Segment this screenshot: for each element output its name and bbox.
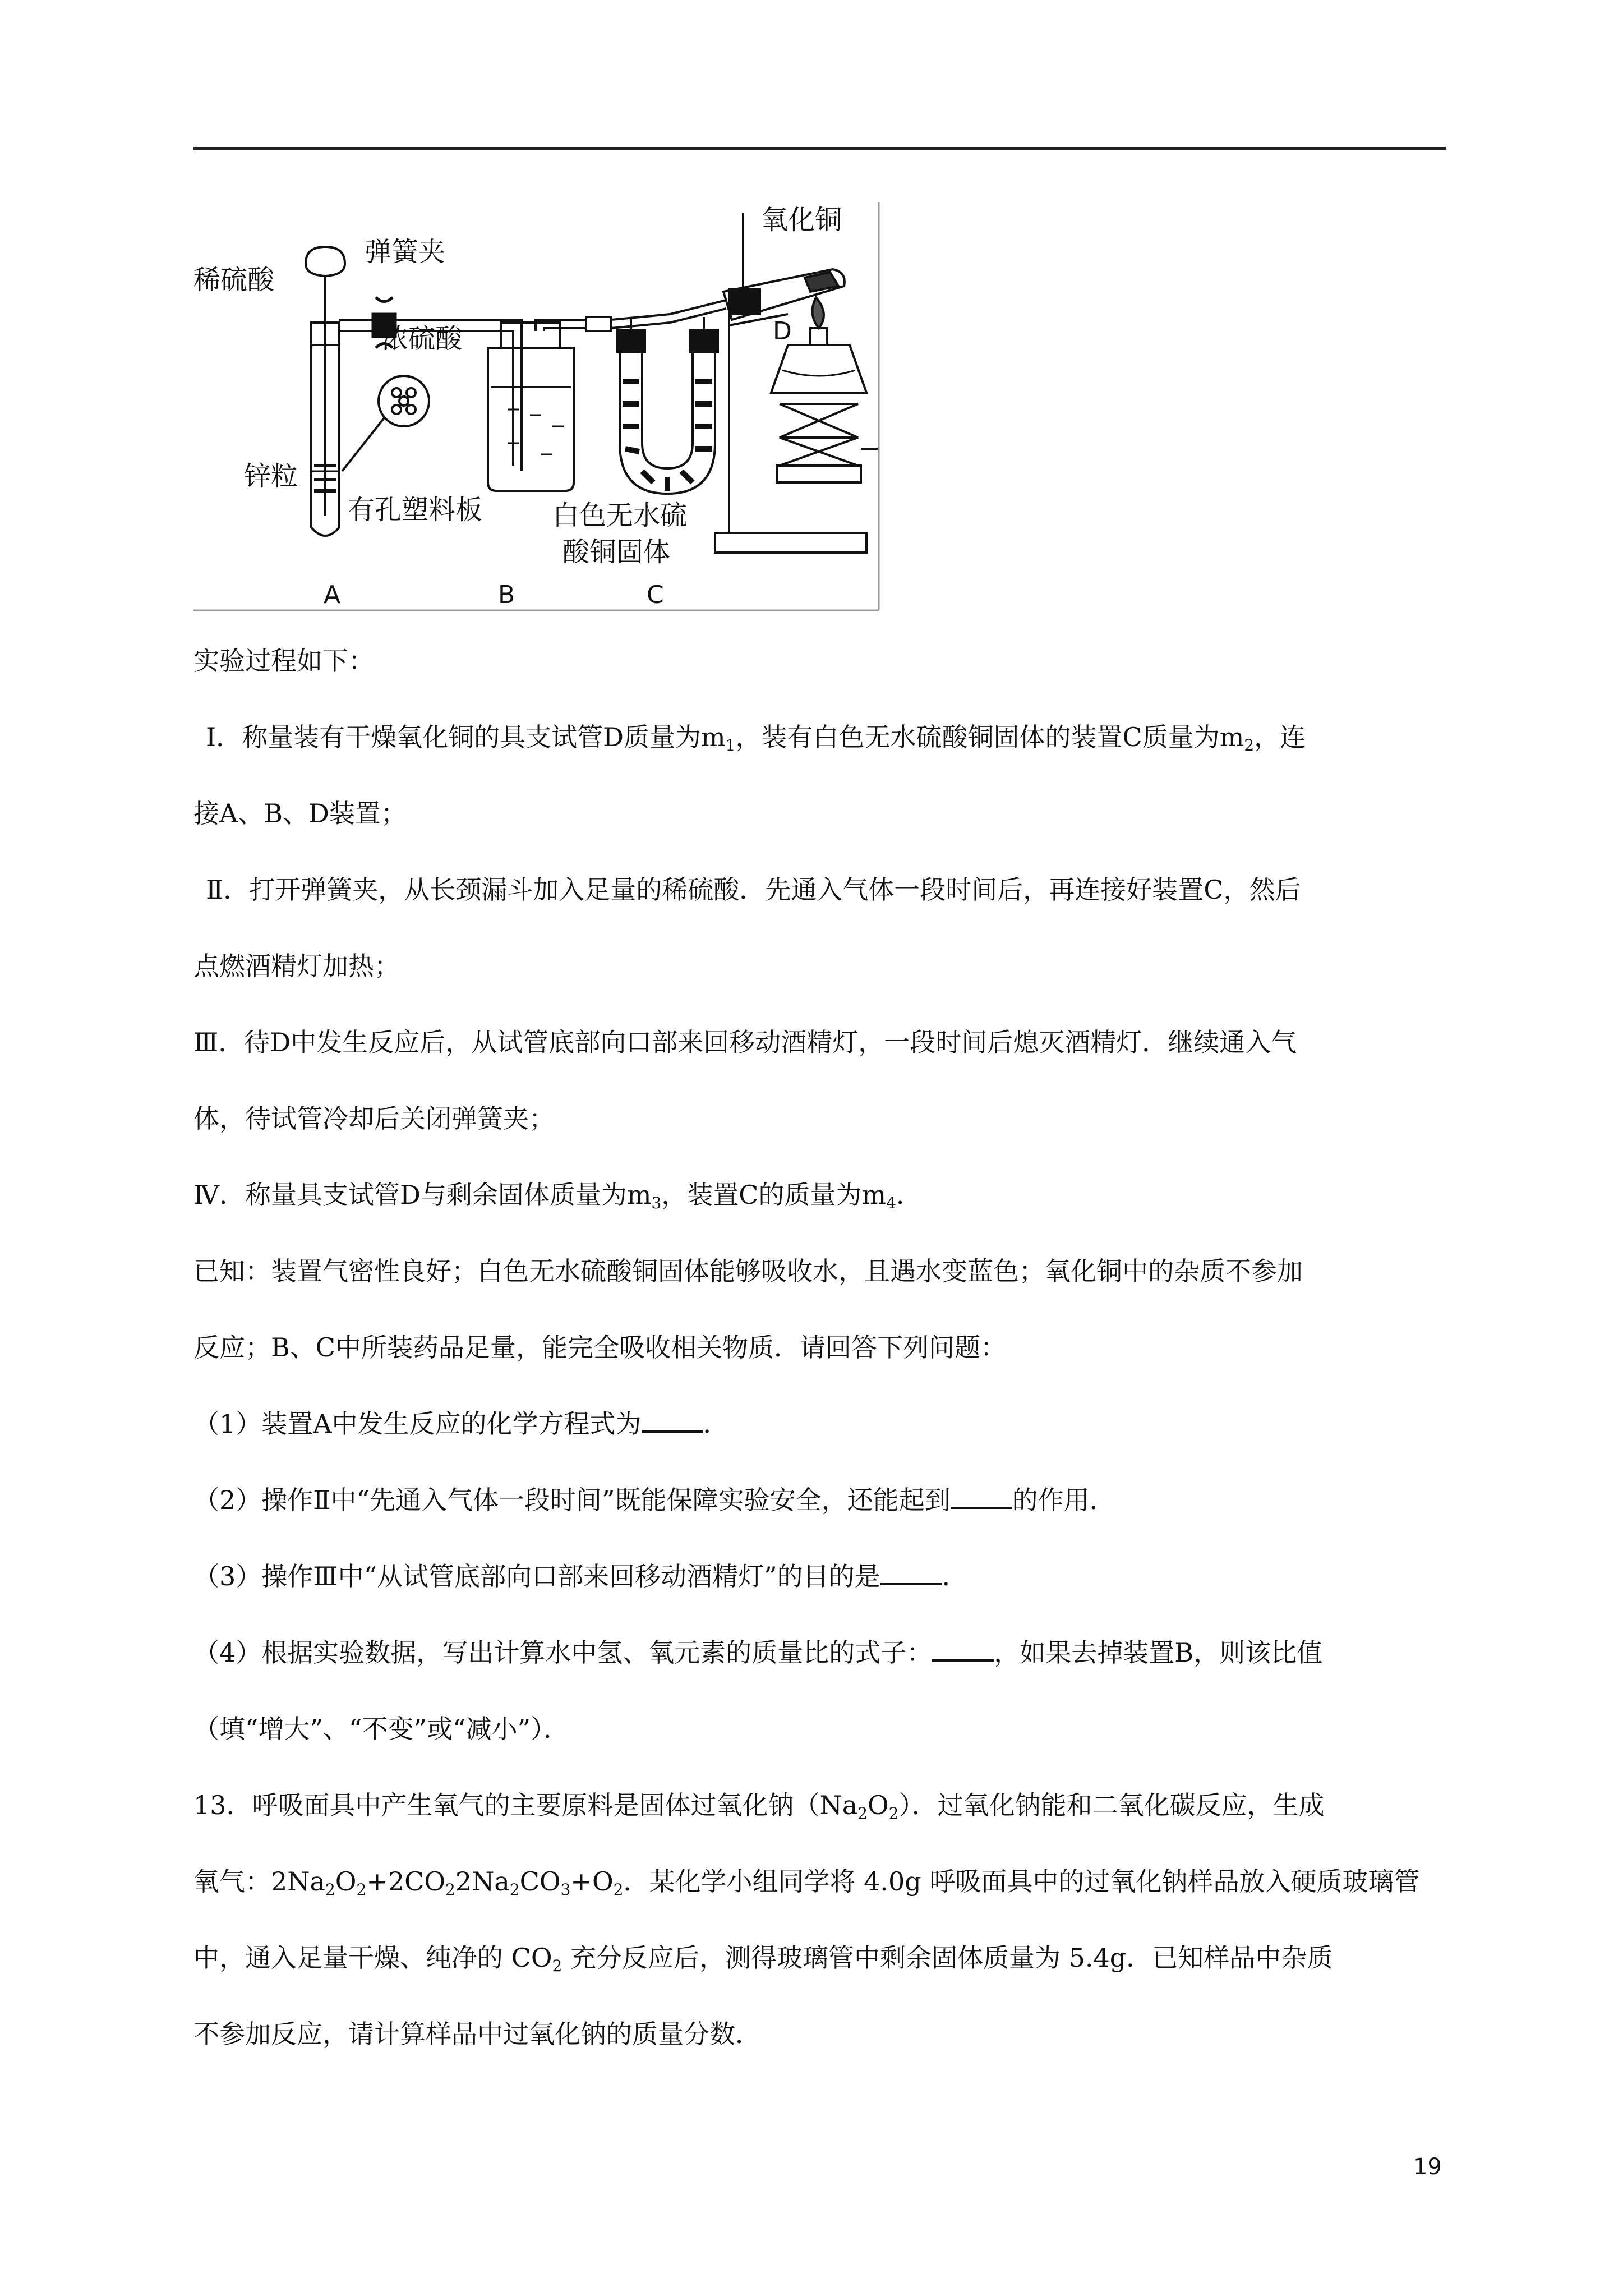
intro-line: 实验过程如下： [193, 646, 374, 676]
answer-blank-2[interactable] [951, 1484, 1012, 1509]
step-3-line-2: 体，待试管冷却后关闭弹簧夹； [193, 1103, 555, 1134]
label-perforated-plate: 有孔塑料板 [348, 494, 483, 526]
label-copper-oxide: 氧化铜 [761, 204, 842, 236]
apparatus-diagram [193, 202, 883, 617]
step-2-line-1: Ⅱ．打开弹簧夹，从长颈漏斗加入足量的稀硫酸．先通入气体一段时间后，再连接好装置C，然后 [206, 875, 1301, 905]
label-cuso4-line1: 白色无水硫 [552, 500, 688, 531]
answer-blank-1[interactable] [642, 1408, 703, 1433]
apparatus-figure [193, 202, 883, 617]
apparatus-b [488, 320, 586, 491]
problem-13-line-4: 不参加反应，请计算样品中过氧化钠的质量分数． [193, 2019, 761, 2049]
problem-13-line-1: 13．呼吸面具中产生氧气的主要原料是固体过氧化钠$(Na_2O_2)$．过氧化钠能和二氧化碳反应，生成 [193, 1790, 1325, 1823]
known-line-2: 反应；B、C中所装药品足量，能完全吸收相关物质．请回答下列问题： [193, 1332, 1006, 1363]
question-4-line-2: （填“增大”、“不变”或“减小”）． [193, 1714, 570, 1744]
step-3-line-1: Ⅲ．待D中发生反应后，从试管底部向口部来回移动酒精灯，一段时间后熄灭酒精灯．继续通入气 [193, 1027, 1297, 1057]
perforated-plate [342, 376, 429, 471]
question-4-line-1: （4）根据实验数据，写出计算水中氢、氧元素的质量比的式子： ，如果去掉装置B，则该比值 [193, 1637, 1323, 1668]
question-3: （3）操作Ⅲ中“从试管底部向口部来回移动酒精灯”的目的是 ． [193, 1561, 968, 1591]
page-number: 19 [1413, 2154, 1442, 2180]
problem-13-line-3: 中，通入足量干燥、纯净的 $CO_2$ 充分反应后，测得玻璃管中剩余固体质量为 5.4g．已知样品中杂质 [193, 1943, 1333, 1975]
label-tube-d: D [773, 317, 792, 346]
question-1: （1）装置A中发生反应的化学方程式为 ． [193, 1409, 729, 1439]
caption-a: A [324, 581, 341, 609]
step-4-line: Ⅳ．称量具支试管D与剩余固体质量为$m_3$，装置C的质量为$m_4$． [193, 1180, 922, 1212]
problem-13-line-2: 氧气：$2Na_2O_2+2CO_22Na_2CO_3+O_2$．某化学小组同学将 4.0g 呼吸面具中的过氧化钠样品放入硬质玻璃管 [193, 1866, 1420, 1899]
label-zinc: 锌粒 [244, 461, 298, 492]
question-text [193, 623, 1450, 2072]
apparatus-a [306, 247, 384, 536]
question-2: （2）操作Ⅱ中“先通入气体一段时间”既能保障实验安全，还能起到 的作用． [193, 1485, 1115, 1515]
step-1-line-2: 接A、B、D装置； [193, 798, 407, 829]
caption-b: B [498, 581, 515, 609]
label-dilute-acid: 稀硫酸 [193, 264, 275, 296]
apparatus-c [617, 317, 718, 494]
label-spring-clip: 弹簧夹 [365, 236, 446, 268]
header-rule [193, 147, 1446, 150]
answer-blank-4[interactable] [932, 1637, 994, 1662]
answer-blank-3[interactable] [880, 1561, 942, 1585]
known-line-1: 已知：装置气密性良好；白色无水硫酸铜固体能够吸收水，且遇水变蓝色；氧化铜中的杂质不参加 [193, 1256, 1303, 1286]
funnel-bulb [306, 247, 345, 276]
label-conc-acid: 浓硫酸 [381, 323, 463, 355]
label-cuso4-line2: 酸铜固体 [562, 536, 671, 568]
step-1-line-1: Ⅰ．称量装有干燥氧化铜的具支试管D质量为$m_1$，装有白色无水硫酸铜固体的装置C质量为$m_2$，连 [206, 722, 1306, 754]
step-2-line-2: 点燃酒精灯加热； [193, 951, 400, 981]
caption-c: C [647, 581, 664, 609]
